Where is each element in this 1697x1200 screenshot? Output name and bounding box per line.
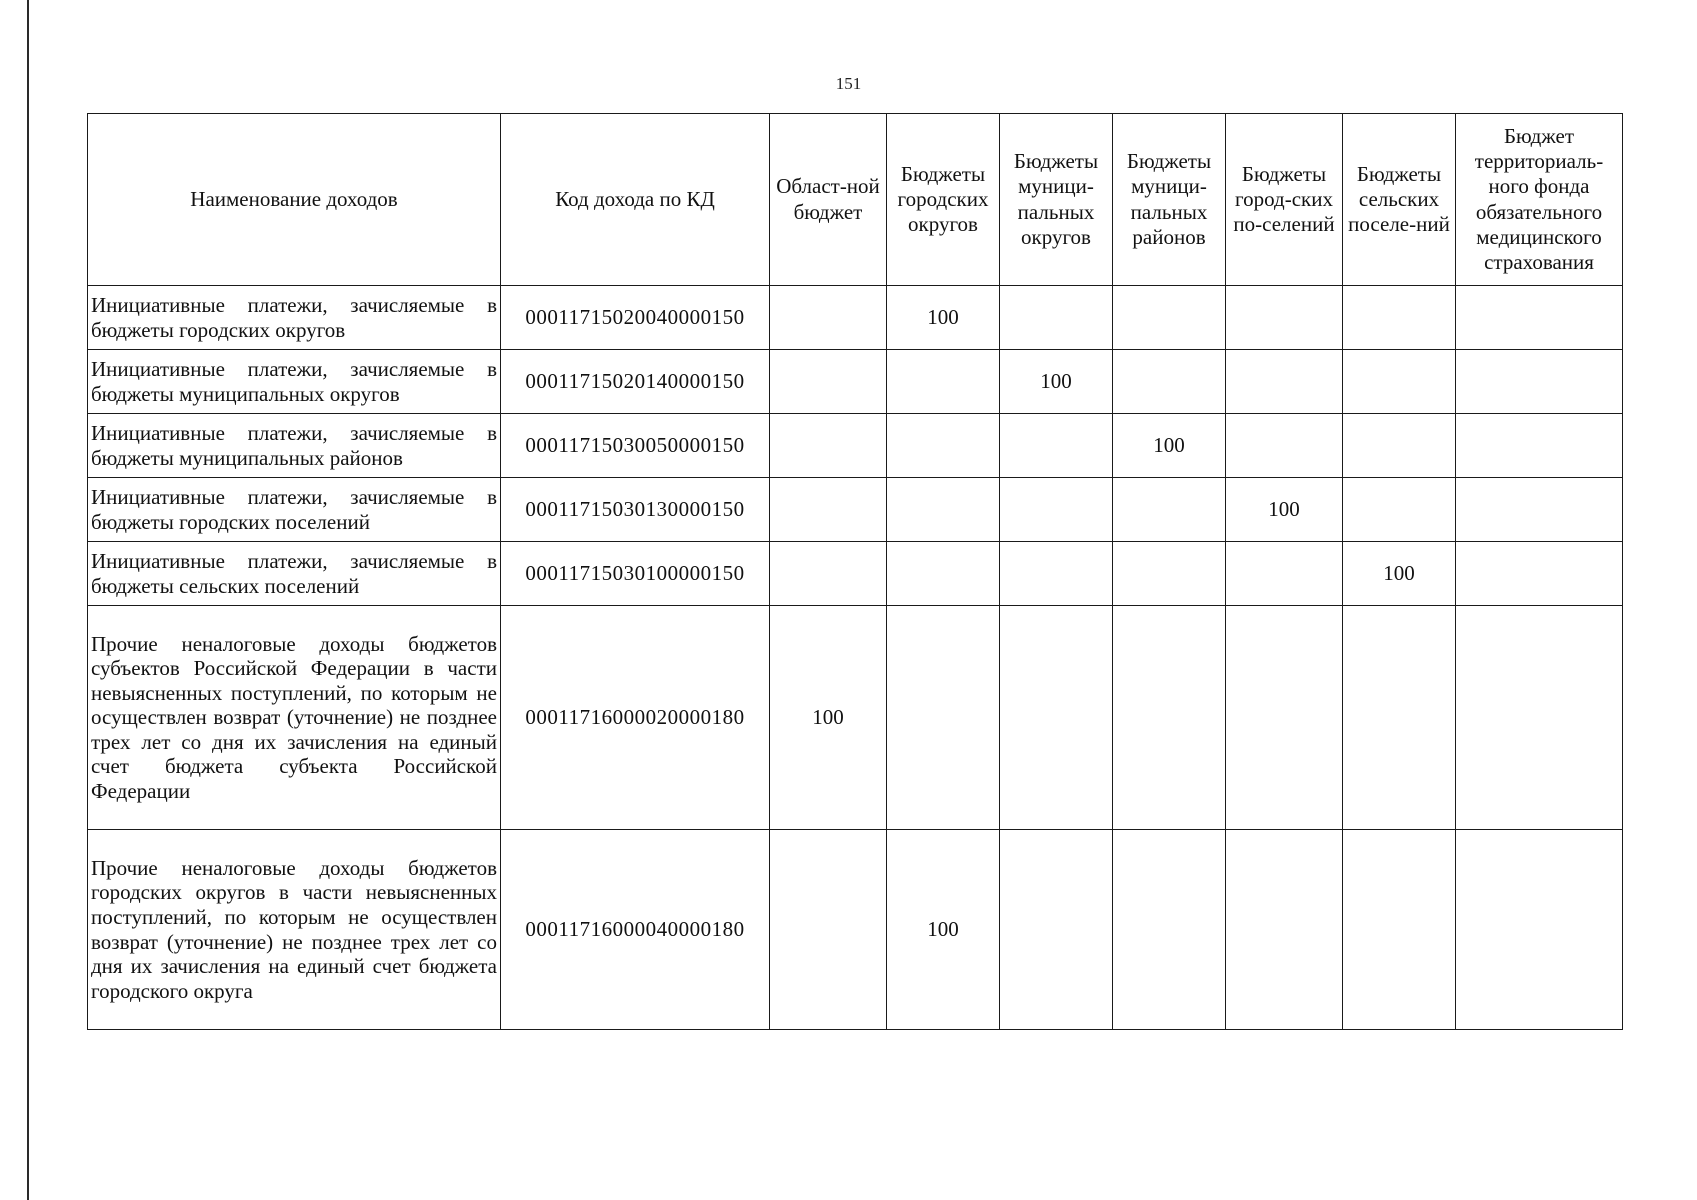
revenue-code: 00011716000020000180	[501, 606, 770, 830]
regional-share	[770, 478, 887, 542]
header-urban-districts-budgets: Бюджеты городских округов	[887, 114, 1000, 286]
table-row	[88, 606, 1623, 830]
header-municipal-districts-budgets: Бюджеты муници-пальных округов	[1000, 114, 1113, 286]
territorial-fund-share	[1456, 542, 1623, 606]
revenue-code: 00011715030050000150	[501, 414, 770, 478]
urban-districts-share	[887, 606, 1000, 830]
revenue-distribution-table	[87, 113, 1623, 1030]
rural-settlements-share	[1343, 830, 1456, 1030]
header-rural-settlements-budgets: Бюджеты сельских поселе-ний	[1343, 114, 1456, 286]
revenue-name: Инициативные платежи, зачисляемые в бюджеты муниципальных округов	[88, 350, 501, 414]
revenue-code: 00011715020140000150	[501, 350, 770, 414]
territorial-fund-share	[1456, 830, 1623, 1030]
municipal-districts-share	[1000, 830, 1113, 1030]
rural-settlements-share	[1343, 606, 1456, 830]
page-number: 151	[835, 74, 862, 93]
urban-districts-share	[887, 350, 1000, 414]
header-revenue-code: Код дохода по КД	[501, 114, 770, 286]
table-row	[88, 478, 1623, 542]
page-margin-line	[27, 0, 29, 1200]
urban-settlements-share	[1226, 606, 1343, 830]
revenue-code: 00011715020040000150	[501, 286, 770, 350]
municipal-areas-share	[1113, 606, 1226, 830]
revenue-name: Прочие неналоговые доходы бюджетов городских округов в части невыясненных поступлений, по которым не осуществлен возврат (уточнение) не позднее трех лет со дня их зачисления на единый счет бюджета городского округа	[88, 830, 501, 1030]
rural-settlements-share: 100	[1343, 542, 1456, 606]
territorial-fund-share	[1456, 350, 1623, 414]
territorial-fund-share	[1456, 414, 1623, 478]
revenue-code: 00011716000040000180	[501, 830, 770, 1030]
regional-share	[770, 830, 887, 1030]
territorial-fund-share	[1456, 478, 1623, 542]
regional-share: 100	[770, 606, 887, 830]
urban-districts-share: 100	[887, 286, 1000, 350]
urban-settlements-share: 100	[1226, 478, 1343, 542]
revenue-code: 00011715030130000150	[501, 478, 770, 542]
revenue-code: 00011715030100000150	[501, 542, 770, 606]
municipal-areas-share: 100	[1113, 414, 1226, 478]
table-row	[88, 542, 1623, 606]
municipal-areas-share	[1113, 542, 1226, 606]
rural-settlements-share	[1343, 478, 1456, 542]
table-row	[88, 830, 1623, 1030]
urban-settlements-share	[1226, 350, 1343, 414]
municipal-areas-share	[1113, 350, 1226, 414]
regional-share	[770, 542, 887, 606]
urban-settlements-share	[1226, 414, 1343, 478]
revenue-name: Инициативные платежи, зачисляемые в бюджеты городских поселений	[88, 478, 501, 542]
revenue-name: Инициативные платежи, зачисляемые в бюджеты городских округов	[88, 286, 501, 350]
urban-settlements-share	[1226, 542, 1343, 606]
rural-settlements-share	[1343, 286, 1456, 350]
municipal-areas-share	[1113, 286, 1226, 350]
municipal-districts-share: 100	[1000, 350, 1113, 414]
regional-share	[770, 350, 887, 414]
rural-settlements-share	[1343, 350, 1456, 414]
municipal-areas-share	[1113, 830, 1226, 1030]
revenue-name: Инициативные платежи, зачисляемые в бюджеты муниципальных районов	[88, 414, 501, 478]
urban-settlements-share	[1226, 830, 1343, 1030]
urban-districts-share	[887, 478, 1000, 542]
revenue-name: Прочие неналоговые доходы бюджетов субъектов Российской Федерации в части невыясненных поступлений, по которым не осуществлен возврат (уточнение) не позднее трех лет со дня их зачисления на единый счет бюджета субъекта Российской Федерации	[88, 606, 501, 830]
table-row	[88, 350, 1623, 414]
header-municipal-areas-budgets: Бюджеты муници-пальных районов	[1113, 114, 1226, 286]
revenue-name: Инициативные платежи, зачисляемые в бюджеты сельских поселений	[88, 542, 501, 606]
regional-share	[770, 414, 887, 478]
header-regional-budget: Област-ной бюджет	[770, 114, 887, 286]
municipal-districts-share	[1000, 606, 1113, 830]
urban-districts-share: 100	[887, 830, 1000, 1030]
regional-share	[770, 286, 887, 350]
header-territorial-fund-budget: Бюджет территориаль-ного фонда обязательного медицинского страхования	[1456, 114, 1623, 286]
header-urban-settlements-budgets: Бюджеты город-ских по-селений	[1226, 114, 1343, 286]
territorial-fund-share	[1456, 286, 1623, 350]
header-revenue-name: Наименование доходов	[88, 114, 501, 286]
municipal-areas-share	[1113, 478, 1226, 542]
municipal-districts-share	[1000, 414, 1113, 478]
territorial-fund-share	[1456, 606, 1623, 830]
table-row	[88, 286, 1623, 350]
rural-settlements-share	[1343, 414, 1456, 478]
municipal-districts-share	[1000, 478, 1113, 542]
urban-settlements-share	[1226, 286, 1343, 350]
municipal-districts-share	[1000, 286, 1113, 350]
table-row	[88, 414, 1623, 478]
table-header-row	[88, 114, 1623, 286]
municipal-districts-share	[1000, 542, 1113, 606]
urban-districts-share	[887, 414, 1000, 478]
urban-districts-share	[887, 542, 1000, 606]
